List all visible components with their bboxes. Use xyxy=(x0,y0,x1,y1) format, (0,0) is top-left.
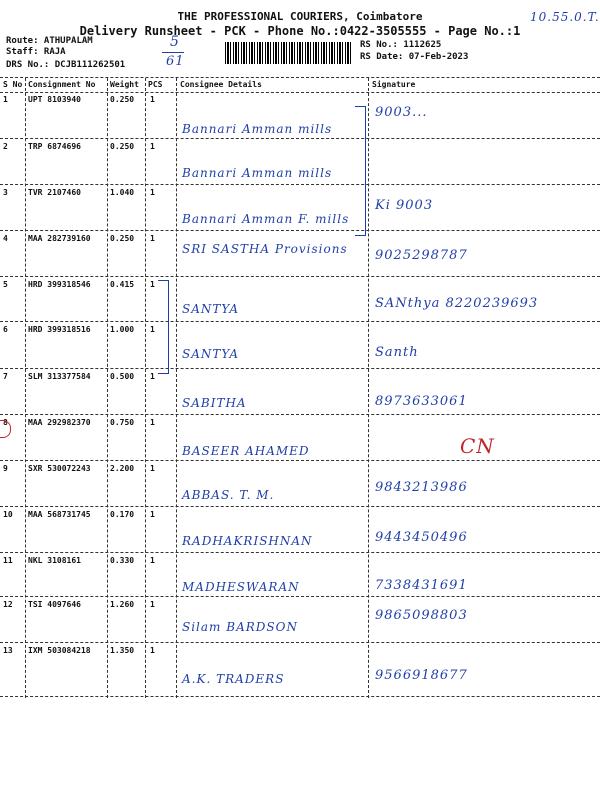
row-weight: 0.250 xyxy=(110,95,135,104)
row-signature: 9003... xyxy=(375,105,428,120)
row-consignment-no: TSI 4097646 xyxy=(28,600,81,609)
row-pcs: 1 xyxy=(150,418,155,427)
row-consignment-no: MAA 282739160 xyxy=(28,234,91,243)
row-consignee: SRI SASTHA Provisions xyxy=(182,242,348,256)
handwritten-time: 10.55.0.T. xyxy=(530,10,600,24)
row-consignee: SANTYA xyxy=(182,347,240,361)
row-rule xyxy=(0,460,600,461)
bracket-rows-1-3 xyxy=(355,106,366,236)
rs-date: RS Date: 07-Feb-2023 xyxy=(360,52,469,62)
row-rule xyxy=(0,138,600,139)
row-sno: 9 xyxy=(3,464,8,473)
row-sno: 2 xyxy=(3,142,8,151)
row-rule xyxy=(0,696,600,697)
row-pcs: 1 xyxy=(150,280,155,289)
row-consignee: RADHAKRISHNAN xyxy=(182,534,313,548)
row-weight: 0.750 xyxy=(110,418,135,427)
row-signature: 9025298787 xyxy=(375,248,468,263)
row-weight: 1.000 xyxy=(110,325,135,334)
row-rule xyxy=(0,596,600,597)
row-consignee: Bannari Amman F. mills xyxy=(182,212,350,226)
row-sno: 10 xyxy=(3,510,13,519)
row-consignee: Silam BARDSON xyxy=(182,620,298,634)
row-consignment-no: NKL 3108161 xyxy=(28,556,81,565)
row-signature: CN xyxy=(460,434,495,458)
row-weight: 0.250 xyxy=(110,234,135,243)
row-signature: 9443450496 xyxy=(375,530,468,545)
row-consignee: A.K. TRADERS xyxy=(182,672,285,686)
row-consignee: ABBAS. T. M. xyxy=(182,488,275,502)
row-sno: 4 xyxy=(3,234,8,243)
row-sno: 1 xyxy=(3,95,8,104)
col-sno: S No xyxy=(3,80,23,89)
row-weight: 0.330 xyxy=(110,556,135,565)
row-weight: 1.040 xyxy=(110,188,135,197)
col-divider xyxy=(368,78,369,698)
row-pcs: 1 xyxy=(150,646,155,655)
row-rule xyxy=(0,184,600,185)
row-rule xyxy=(0,368,600,369)
row-sno: 13 xyxy=(3,646,13,655)
row-consignment-no: SXR 530072243 xyxy=(28,464,91,473)
row-pcs: 1 xyxy=(150,372,155,381)
row-weight: 0.500 xyxy=(110,372,135,381)
row-signature: Santh xyxy=(375,345,419,360)
row-pcs: 1 xyxy=(150,234,155,243)
col-divider xyxy=(25,78,26,698)
col-divider xyxy=(176,78,177,698)
bracket-rows-5-6 xyxy=(158,280,169,374)
row-rule xyxy=(0,414,600,415)
row-sno: 6 xyxy=(3,325,8,334)
runsheet-title: Delivery Runsheet - PCK - Phone No.:0422-3505555 - Page No.:1 xyxy=(79,24,521,38)
row-pcs: 1 xyxy=(150,95,155,104)
row-signature: 9843213986 xyxy=(375,480,468,495)
row-pcs: 1 xyxy=(150,188,155,197)
company-name: THE PROFESSIONAL COURIERS, Coimbatore xyxy=(177,10,423,23)
row-sno: 7 xyxy=(3,372,8,381)
drs-label: DRS No.: DCJB111262501 xyxy=(6,60,126,70)
row-signature: 7338431691 xyxy=(375,578,468,593)
row-consignment-no: TRP 6874696 xyxy=(28,142,81,151)
row-rule xyxy=(0,506,600,507)
row-pcs: 1 xyxy=(150,142,155,151)
row-rule xyxy=(0,321,600,322)
row-weight: 1.350 xyxy=(110,646,135,655)
col-divider xyxy=(145,78,146,698)
row-weight: 2.200 xyxy=(110,464,135,473)
row-sno: 11 xyxy=(3,556,13,565)
row-sno: 5 xyxy=(3,280,8,289)
row-signature: Ki 9003 xyxy=(375,198,434,213)
row-signature: 9865098803 xyxy=(375,608,468,623)
row-pcs: 1 xyxy=(150,325,155,334)
row-consignment-no: MAA 568731745 xyxy=(28,510,91,519)
row-consignment-no: HRD 399318546 xyxy=(28,280,91,289)
header-top-rule xyxy=(0,77,600,78)
col-signature: Signature xyxy=(372,80,416,89)
row-pcs: 1 xyxy=(150,464,155,473)
rs-number: RS No.: 1112625 xyxy=(360,40,442,50)
row-signature: SANthya 8220239693 xyxy=(375,296,539,311)
col-divider xyxy=(107,78,108,698)
row-sno: 8 xyxy=(3,418,8,427)
row-consignee: Bannari Amman mills xyxy=(182,166,333,180)
staff-label: Staff: RAJA xyxy=(6,47,66,57)
handwritten-count-bottom: 61 xyxy=(166,54,185,69)
row-consignee: MADHESWARAN xyxy=(182,580,300,594)
row-consignment-no: HRD 399318516 xyxy=(28,325,91,334)
col-weight: Weight xyxy=(110,80,139,89)
row-rule xyxy=(0,552,600,553)
row-signature: 8973633061 xyxy=(375,394,468,409)
row-signature: 9566918677 xyxy=(375,668,468,683)
row-weight: 0.170 xyxy=(110,510,135,519)
fraction-bar xyxy=(162,52,184,53)
row-rule xyxy=(0,276,600,277)
row-weight: 0.250 xyxy=(110,142,135,151)
col-consignee: Consignee Details xyxy=(180,80,262,89)
row-weight: 1.260 xyxy=(110,600,135,609)
row-pcs: 1 xyxy=(150,556,155,565)
row-rule xyxy=(0,642,600,643)
row-consignment-no: TVR 2107460 xyxy=(28,188,81,197)
row-consignment-no: MAA 292982370 xyxy=(28,418,91,427)
row-pcs: 1 xyxy=(150,510,155,519)
row-consignee: SABITHA xyxy=(182,396,247,410)
row-consignment-no: IXM 503084218 xyxy=(28,646,91,655)
row-sno: 12 xyxy=(3,600,13,609)
row-consignment-no: UPT 8103940 xyxy=(28,95,81,104)
handwritten-count-top: 5 xyxy=(170,34,180,50)
row-weight: 0.415 xyxy=(110,280,135,289)
row-consignee: Bannari Amman mills xyxy=(182,122,333,136)
row-consignee: SANTYA xyxy=(182,302,240,316)
row-consignee: BASEER AHAMED xyxy=(182,444,310,458)
route-label: Route: ATHUPALAM xyxy=(6,36,93,46)
row-sno: 3 xyxy=(3,188,8,197)
row-consignment-no: SLM 313377584 xyxy=(28,372,91,381)
barcode xyxy=(225,42,351,64)
header-bottom-rule xyxy=(0,92,600,93)
row-pcs: 1 xyxy=(150,600,155,609)
row-rule xyxy=(0,230,600,231)
col-consignment: Consignment No xyxy=(28,80,96,89)
red-circle-mark xyxy=(0,420,11,438)
col-pcs: PCS xyxy=(148,80,163,89)
